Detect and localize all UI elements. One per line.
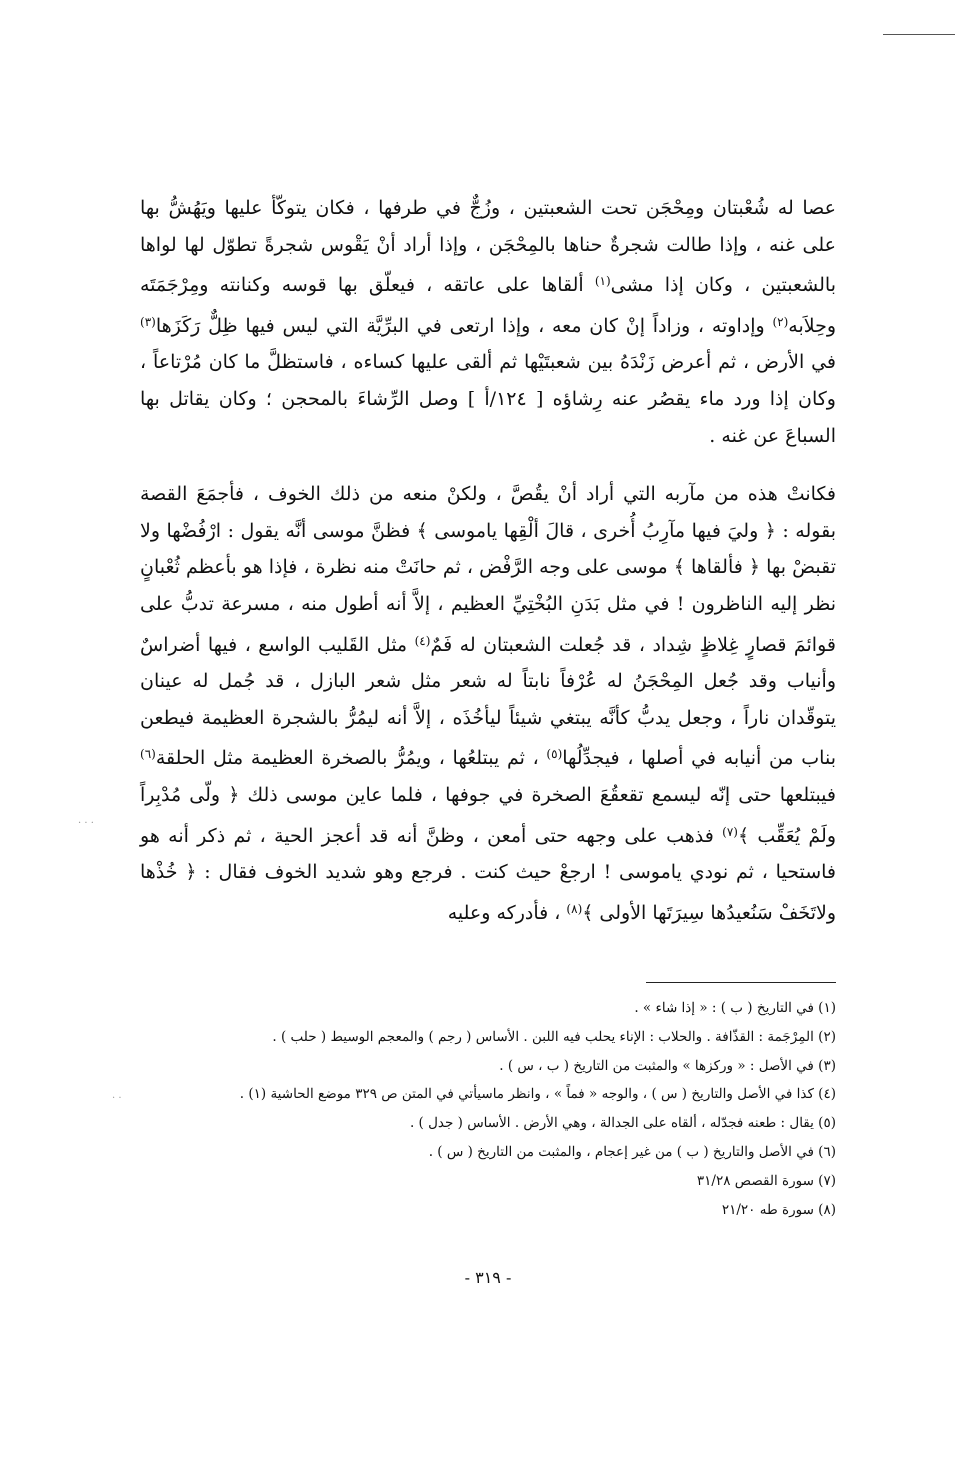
- text-run: فكانتْ هذه من مآربه التي أراد أنْ يقُصَّ ، ولكنْ منعه من ذلك الخوف ، فأجمَعَ القصة بقوله : ﴿ وليَ فيها مآرِبُ أُخرى ، قالَ ألْقِها ياموسى ﴾ فظنَّ موسى أنَّه يقول : ارْفُضْها ولا تقبضْ بها ﴿ فألقاها ﴾ موسى على وجه الرَّفْض ، ثم حانَتْ منه نظرة ، فإذا هو بأعظم ثُعْبانٍ نظر إليه الناظرون ! في مثل بَدَنِ البُخْتِيِّ العظيم ، إلاَّ أنه أطول منه ، مسرعة تدبُّ على قوائمَ قصارٍ غِلاظٍ شِداد ، قد جُعلت الشعبتان له فَمٌ: [140, 483, 836, 656]
- text-run: فيبتلعها حتى إنّه ليسمع تقعقُعَ الصخرة في جوفها ، فلما عاين موسى ذلك ﴿ ولّى مُدْبِراً ولَمْ يُعَقِّب ﴾: [140, 783, 837, 847]
- footnote: (٥) يقال : طعنه فجدّله ، ألقاه على الجدالة ، وهي الأرض . الأساس ( جدل ) .: [409, 1115, 836, 1132]
- footnote: (٧) سورة القصص ٣١/٢٨: [696, 1172, 836, 1189]
- footnote-marker: (٣): [140, 314, 156, 329]
- footnote-marker: (٤): [414, 633, 431, 648]
- text-run: وإداوته ، وزاداً إنْ كان معه ، وإذا ارتعى في البرِّيَّة التي ليس فيها ظِلٌّ رَكَزَها: [155, 314, 773, 337]
- top-corner-rule: [883, 34, 955, 35]
- page-number: - ٣١٩ -: [464, 1268, 512, 1287]
- footnote: (٨) سورة طه ٢١/٢٠: [721, 1201, 836, 1218]
- footnote-marker: (٦): [140, 747, 156, 762]
- text-run: عصا له شُعْبتان ومِحْجَن تحت الشعبتين ، وزُجٌّ في طرفها ، فكان يتوكّأ عليها ويَهُشُّ بها على غنه ، وإذا طالت شجرةٌ حناها بالمِحْجَن ، وإذا أراد أنْ يَقْوس شجرةً تطوّل لها لواها بالشعبتين ، وكان إذا مشى: [140, 197, 836, 297]
- text-run: فذهب على وجهه حتى أمعن ، وظنَّ أنه قد أعجز الحية ، ثم ذكر أنه هو فاستحيا ، ثم نودي ياموسى ! ارجعْ حيث كنت . فرجع وهو شديد الخوف فقال : ﴿ خُذْها ولاتَخَفْ سَنُعيدُها سِيرَتَها الأولى ﴾: [140, 824, 836, 924]
- footnote-marker: (١): [594, 274, 611, 289]
- footnote: (١) في التاريخ ( ب ) : « إذا شاء » .: [634, 1000, 836, 1016]
- text-run: ، فأدركه وعليه: [447, 901, 567, 924]
- scan-speck: . .: [112, 1090, 122, 1101]
- footnote-separator: [646, 982, 836, 983]
- page: [140, 190, 837, 1287]
- footnote-marker: (٢): [772, 314, 789, 329]
- text-run: مثل القَليب الواسع ، فيها أضراسٌ وأنياب وقد جُعل المِحْجَنُ له عُرْفاً نابتاً له شعر مثل شعر البازل ، قد جُمل له عينان يتوقّدان ناراً ، وجعل يدبُّ كأنَّه يبتغي شيئاً ليأخُذَه ، إلاَّ أنه ليمُرُّ بالشجرة العظيمة فيطعن بناب من أنيابه في أصلها ، فيجدِّلُها: [140, 633, 836, 770]
- footnote: (٦) في الأصل والتاريخ ( ب ) من غير إعجام ، والمثبت من التاريخ ( س ) .: [428, 1143, 836, 1160]
- scan-speck: · · ·: [78, 818, 94, 829]
- text-run: في الأرض ، ثم أعرض زَنْدَهُ بين شعبتَيْها ثم ألقى عليها كساءه ، فاستظلَّ ما كان مُرْتاعاً ، وكان إذا ورد ماء يقصُر عنه رِشاؤه [ ١٢٤/أ ] وصل الرِّشاءَ بالمحجن ؛ وكان يقاتل بها السباعَ عن غنه .: [140, 351, 836, 447]
- text-run: ، ثم يبتلعُها ، ويمُرُّ بالصخرة العظيمة مثل الحلقة: [155, 747, 547, 770]
- footnote: (٤) كذا في الأصل والتاريخ ( س ) ، والوجه « فماً » ، وانظر ماسيأتي في المتن ص ٣٢٩ موضع الحاشية (١) .: [239, 1086, 836, 1103]
- text-run: ألقاها على عاتقه ، فيعلّق بها قوسه وكنانته ومِرْجَمَتَه وحِلاَبه: [140, 274, 836, 337]
- footnote: (٢) المِرْجَمة : القذّافة . والحلاب : الإناء يحلب فيه اللبن . الأساس ( رجم ) والمعجم الوسيط ( حلب ) .: [272, 1028, 836, 1045]
- footnote-marker: (٥): [546, 747, 563, 762]
- footnote-marker: (٨): [566, 901, 583, 916]
- body-paragraph: [140, 476, 836, 931]
- footnote: (٣) في الأصل : « وركزها » والمثبت من التاريخ ( ب ، س ) .: [499, 1057, 836, 1074]
- body-paragraph: [140, 190, 836, 454]
- footnote-marker: (٧): [722, 824, 738, 839]
- footnotes: [140, 994, 836, 1224]
